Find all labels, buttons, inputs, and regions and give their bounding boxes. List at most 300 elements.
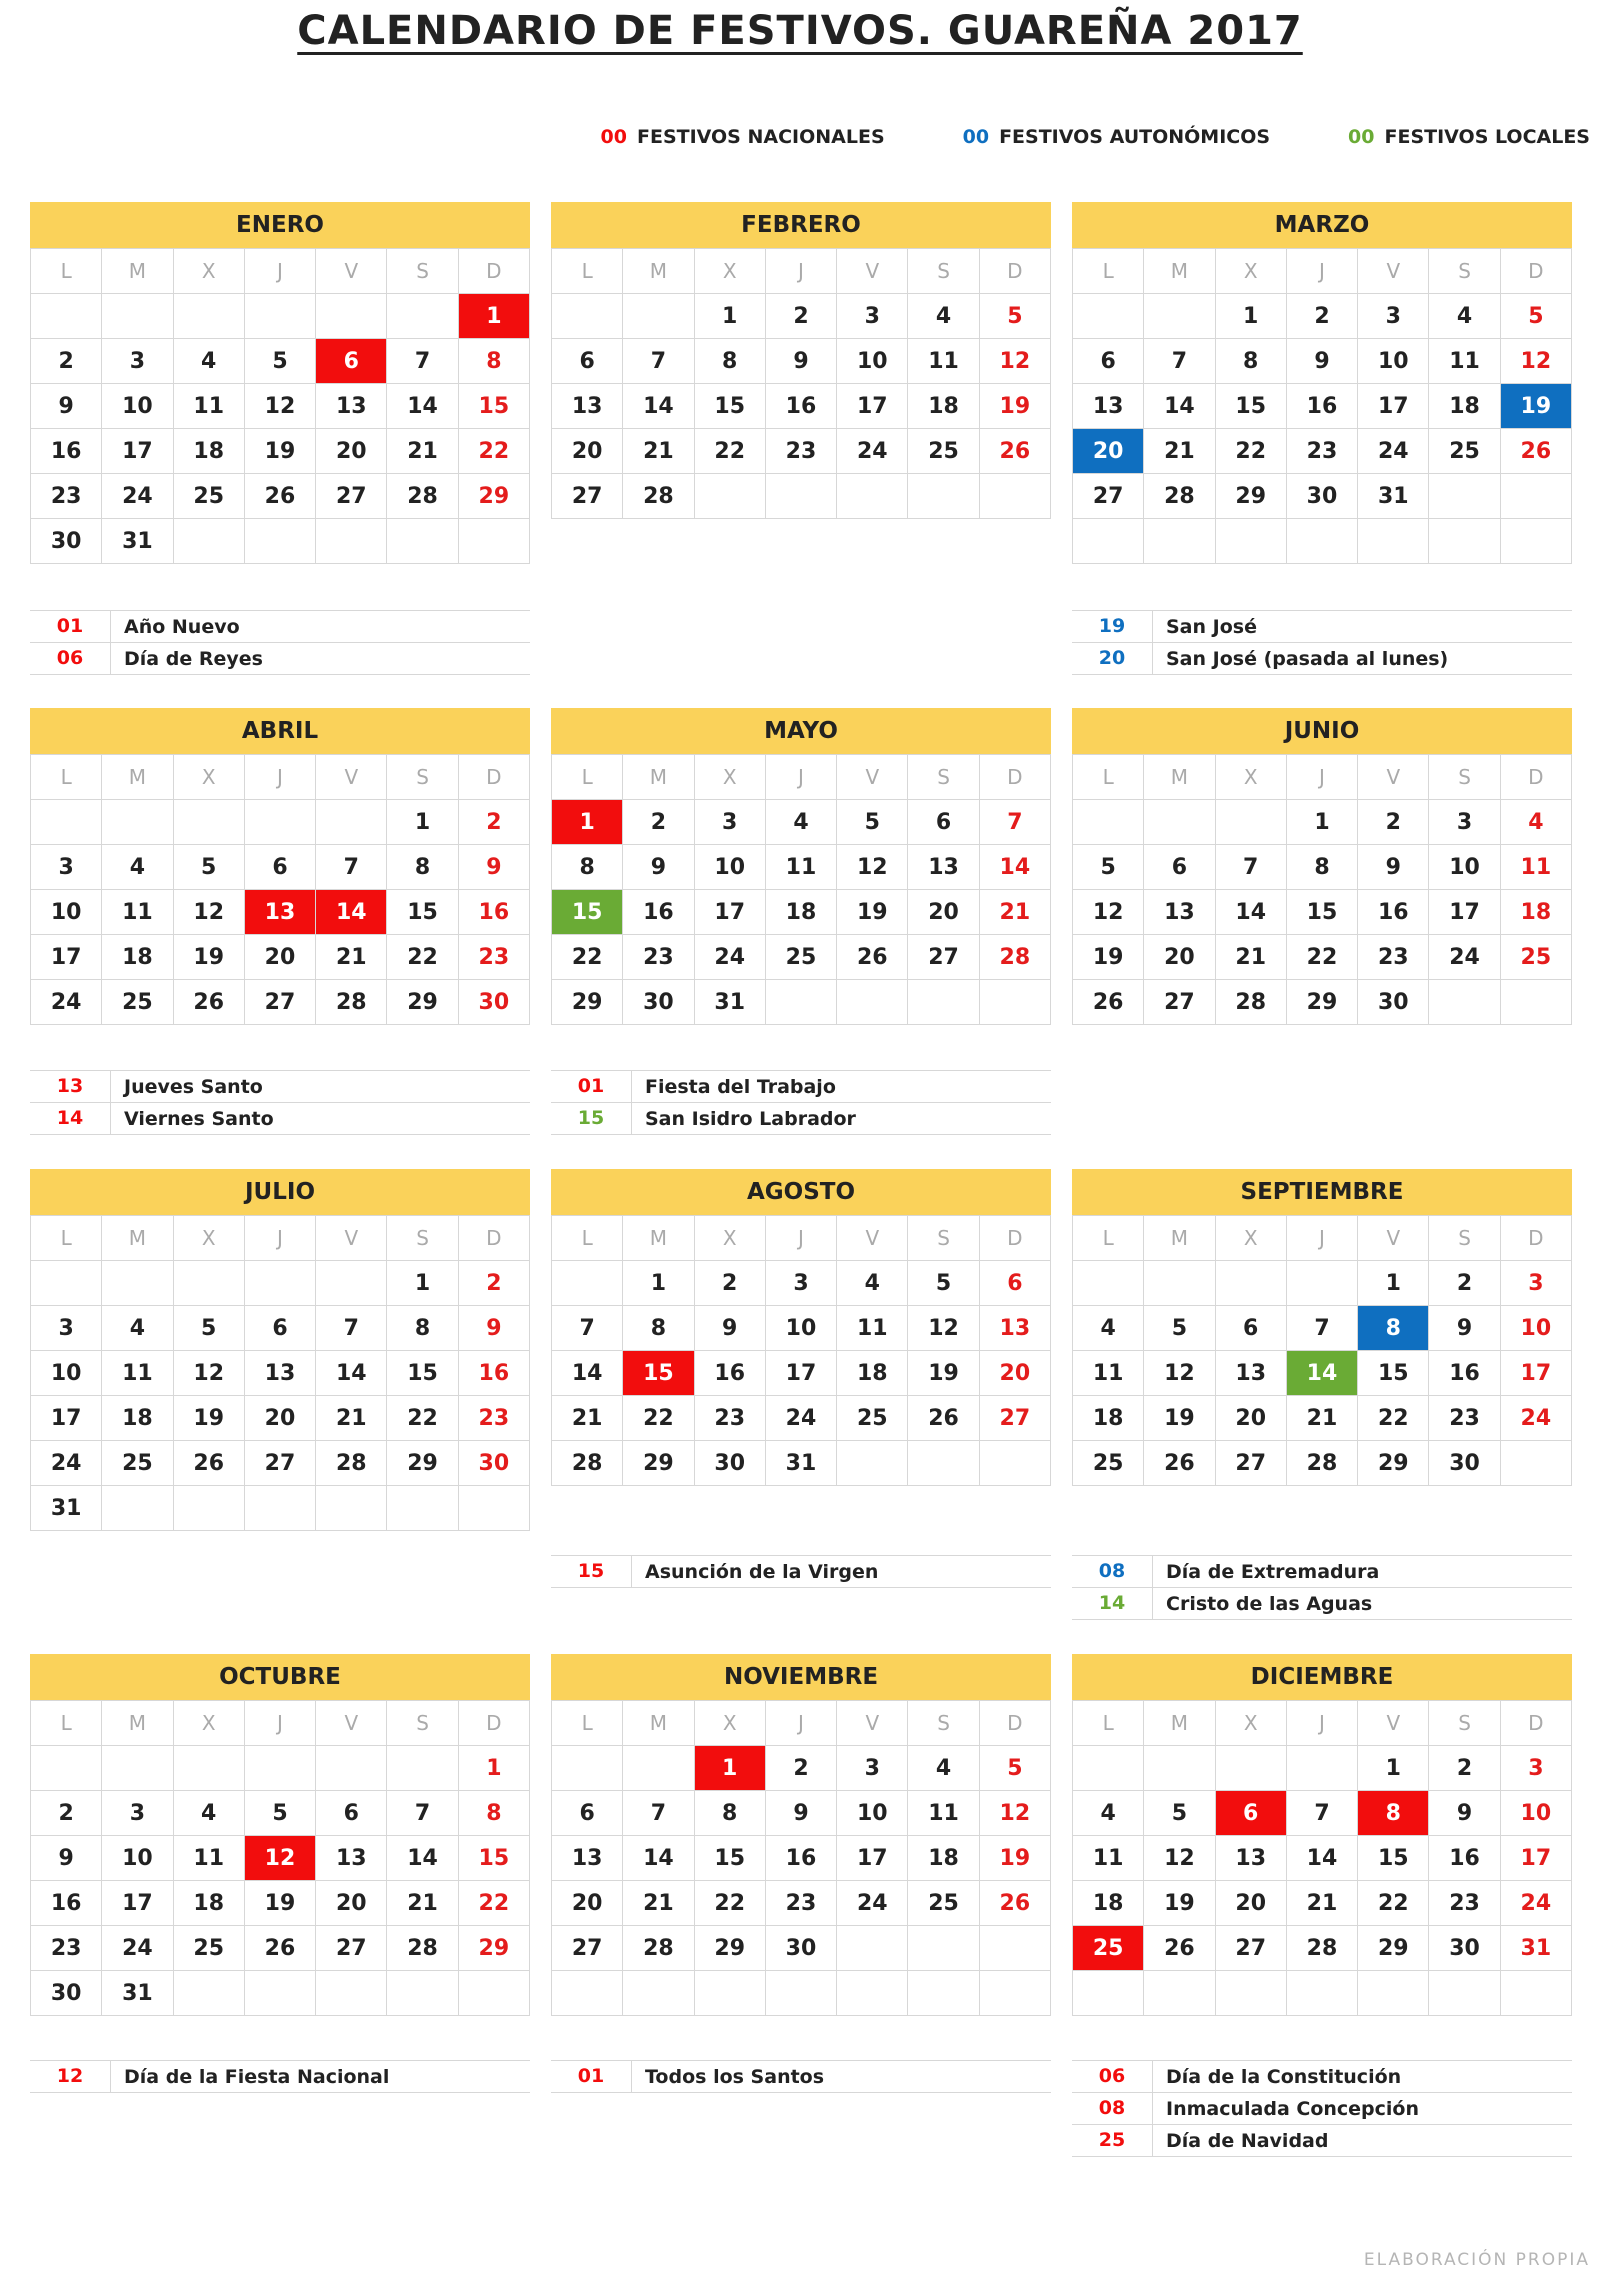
day-cell: 7	[1144, 339, 1215, 384]
weekday-header: J	[245, 249, 316, 294]
day-cell: 8	[695, 1791, 766, 1836]
day-cell: 11	[102, 1351, 173, 1396]
day-cell: 20	[908, 890, 979, 935]
day-cell: 5	[1073, 845, 1144, 890]
weekday-header: L	[552, 1216, 623, 1261]
weekday-header: L	[31, 1216, 102, 1261]
day-cell: 20	[1216, 1881, 1287, 1926]
day-cell: 20	[245, 1396, 316, 1441]
day-cell: 7	[980, 800, 1051, 845]
weekday-header: J	[245, 755, 316, 800]
day-cell: 25	[102, 980, 173, 1025]
legend-label: FESTIVOS AUTONÓMICOS	[999, 126, 1271, 148]
day-cell: 19	[1073, 935, 1144, 980]
weekday-header: V	[1358, 1216, 1429, 1261]
day-cell: 15	[387, 890, 458, 935]
day-cell: 1	[1287, 800, 1358, 845]
empty-cell	[1429, 980, 1500, 1025]
holiday-note-label: Año Nuevo	[124, 615, 240, 638]
day-cell: 30	[459, 980, 530, 1025]
day-cell: 30	[31, 519, 102, 564]
day-cell: 28	[1216, 980, 1287, 1025]
holiday-note-label: Inmaculada Concepción	[1166, 2097, 1420, 2120]
empty-cell	[552, 1261, 623, 1306]
day-cell: 22	[695, 429, 766, 474]
day-cell: 7	[623, 339, 694, 384]
day-cell: 12	[245, 384, 316, 429]
holiday-note-row	[1072, 2125, 1572, 2157]
holiday-day-cell: 1	[552, 800, 623, 845]
day-cell: 11	[1501, 845, 1572, 890]
day-cell: 24	[102, 1926, 173, 1971]
weekday-header: D	[1501, 249, 1572, 294]
empty-cell	[459, 1486, 530, 1531]
day-cell: 18	[766, 890, 837, 935]
weekday-header: V	[1358, 249, 1429, 294]
day-cell: 19	[837, 890, 908, 935]
empty-cell	[1501, 519, 1572, 564]
day-cell: 24	[102, 474, 173, 519]
day-cell: 25	[766, 935, 837, 980]
day-cell: 4	[1429, 294, 1500, 339]
day-cell: 19	[1144, 1881, 1215, 1926]
empty-cell	[31, 294, 102, 339]
day-cell: 11	[174, 384, 245, 429]
day-cell: 24	[1501, 1881, 1572, 1926]
weekday-header: V	[1358, 755, 1429, 800]
holiday-note-row	[551, 1070, 1051, 1103]
day-cell: 18	[102, 1396, 173, 1441]
holiday-note-label: Día de la Constitución	[1166, 2065, 1402, 2088]
day-cell: 15	[1358, 1836, 1429, 1881]
day-cell: 18	[174, 1881, 245, 1926]
empty-cell	[1073, 1261, 1144, 1306]
weekday-header: X	[695, 755, 766, 800]
holiday-note-day: 19	[1072, 611, 1153, 642]
day-cell: 26	[980, 1881, 1051, 1926]
month-title: FEBRERO	[551, 202, 1051, 248]
empty-cell	[316, 1971, 387, 2016]
weekday-header: D	[459, 249, 530, 294]
day-cell: 12	[980, 1791, 1051, 1836]
day-cell: 25	[1429, 429, 1500, 474]
day-cell: 16	[695, 1351, 766, 1396]
month-grid	[30, 1700, 530, 2016]
day-cell: 9	[766, 1791, 837, 1836]
empty-cell	[908, 980, 979, 1025]
legend-label: FESTIVOS NACIONALES	[636, 126, 885, 148]
day-cell: 30	[1287, 474, 1358, 519]
day-cell: 25	[102, 1441, 173, 1486]
day-cell: 30	[766, 1926, 837, 1971]
empty-cell	[766, 474, 837, 519]
day-cell: 28	[1287, 1441, 1358, 1486]
day-cell: 2	[1358, 800, 1429, 845]
day-cell: 27	[245, 1441, 316, 1486]
day-cell: 4	[174, 1791, 245, 1836]
month-title: MARZO	[1072, 202, 1572, 248]
empty-cell	[980, 980, 1051, 1025]
weekday-header: X	[695, 1701, 766, 1746]
month-julio	[30, 1169, 530, 1531]
footer-credit: ELABORACIÓN PROPIA	[1363, 2250, 1590, 2270]
empty-cell	[1144, 1746, 1215, 1791]
empty-cell	[766, 980, 837, 1025]
day-cell: 26	[245, 474, 316, 519]
day-cell: 11	[837, 1306, 908, 1351]
day-cell: 24	[766, 1396, 837, 1441]
weekday-header: V	[316, 1701, 387, 1746]
day-cell: 7	[387, 339, 458, 384]
weekday-header: D	[459, 755, 530, 800]
empty-cell	[980, 1971, 1051, 2016]
day-cell: 22	[1216, 429, 1287, 474]
holiday-note-day: 01	[30, 611, 111, 642]
day-cell: 24	[31, 980, 102, 1025]
weekday-header: S	[1429, 249, 1500, 294]
day-cell: 8	[695, 339, 766, 384]
day-cell: 9	[459, 1306, 530, 1351]
empty-cell	[387, 1486, 458, 1531]
day-cell: 20	[1216, 1396, 1287, 1441]
empty-cell	[980, 1926, 1051, 1971]
day-cell: 21	[387, 429, 458, 474]
day-cell: 29	[387, 980, 458, 1025]
day-cell: 29	[459, 474, 530, 519]
day-cell: 14	[552, 1351, 623, 1396]
day-cell: 19	[174, 935, 245, 980]
day-cell: 13	[245, 1351, 316, 1396]
empty-cell	[908, 1926, 979, 1971]
holiday-note-label: Todos los Santos	[645, 2065, 825, 2088]
day-cell: 5	[1144, 1791, 1215, 1836]
weekday-header: L	[552, 249, 623, 294]
holiday-note-row	[1072, 1588, 1572, 1620]
day-cell: 31	[695, 980, 766, 1025]
empty-cell	[1216, 1261, 1287, 1306]
day-cell: 17	[31, 935, 102, 980]
month-febrero	[551, 202, 1051, 519]
empty-cell	[1287, 1746, 1358, 1791]
day-cell: 18	[1073, 1881, 1144, 1926]
empty-cell	[1287, 1971, 1358, 2016]
empty-cell	[1501, 474, 1572, 519]
legend-item-local	[1348, 126, 1590, 148]
day-cell: 20	[552, 1881, 623, 1926]
holiday-notes	[551, 1070, 1051, 1135]
weekday-header: S	[908, 755, 979, 800]
day-cell: 10	[102, 384, 173, 429]
weekday-header: J	[766, 1701, 837, 1746]
empty-cell	[245, 519, 316, 564]
day-cell: 6	[552, 1791, 623, 1836]
empty-cell	[245, 1746, 316, 1791]
day-cell: 17	[102, 429, 173, 474]
day-cell: 19	[980, 1836, 1051, 1881]
weekday-header: D	[980, 1216, 1051, 1261]
day-cell: 10	[1501, 1306, 1572, 1351]
empty-cell	[766, 1971, 837, 2016]
day-cell: 22	[459, 1881, 530, 1926]
empty-cell	[459, 1971, 530, 2016]
empty-cell	[1501, 1971, 1572, 2016]
holiday-note-row	[551, 2060, 1051, 2093]
day-cell: 10	[102, 1836, 173, 1881]
day-cell: 1	[1358, 1746, 1429, 1791]
day-cell: 18	[908, 1836, 979, 1881]
weekday-header: M	[1144, 249, 1215, 294]
day-cell: 17	[102, 1881, 173, 1926]
day-cell: 10	[1501, 1791, 1572, 1836]
month-grid	[551, 754, 1051, 1025]
day-cell: 1	[1216, 294, 1287, 339]
weekday-header: J	[1287, 755, 1358, 800]
day-cell: 10	[1358, 339, 1429, 384]
empty-cell	[316, 800, 387, 845]
holiday-day-cell: 1	[695, 1746, 766, 1791]
day-cell: 16	[31, 429, 102, 474]
day-cell: 7	[316, 1306, 387, 1351]
day-cell: 24	[1429, 935, 1500, 980]
day-cell: 1	[1358, 1261, 1429, 1306]
empty-cell	[102, 294, 173, 339]
day-cell: 6	[980, 1261, 1051, 1306]
day-cell: 9	[623, 845, 694, 890]
holiday-note-row	[30, 1070, 530, 1103]
day-cell: 5	[174, 1306, 245, 1351]
empty-cell	[552, 1746, 623, 1791]
day-cell: 29	[1358, 1441, 1429, 1486]
day-cell: 4	[766, 800, 837, 845]
month-junio	[1072, 708, 1572, 1025]
empty-cell	[1287, 1261, 1358, 1306]
weekday-header: L	[31, 1701, 102, 1746]
day-cell: 30	[695, 1441, 766, 1486]
weekday-header: S	[908, 249, 979, 294]
day-cell: 9	[1429, 1791, 1500, 1836]
month-title: JUNIO	[1072, 708, 1572, 754]
holiday-note-label: Día de Extremadura	[1166, 1560, 1380, 1583]
day-cell: 6	[316, 1791, 387, 1836]
empty-cell	[1501, 980, 1572, 1025]
holiday-note-day: 08	[1072, 1556, 1153, 1587]
holiday-note-label: Jueves Santo	[124, 1075, 263, 1098]
legend-item-nacional	[601, 126, 885, 148]
day-cell: 28	[387, 1926, 458, 1971]
month-title: DICIEMBRE	[1072, 1654, 1572, 1700]
holiday-day-cell: 25	[1073, 1926, 1144, 1971]
month-title: ABRIL	[30, 708, 530, 754]
empty-cell	[1144, 800, 1215, 845]
weekday-header: D	[459, 1216, 530, 1261]
empty-cell	[1144, 1971, 1215, 2016]
day-cell: 23	[31, 1926, 102, 1971]
weekday-header: V	[837, 1701, 908, 1746]
day-cell: 14	[316, 1351, 387, 1396]
day-cell: 20	[552, 429, 623, 474]
holiday-notes	[30, 610, 530, 675]
day-cell: 19	[980, 384, 1051, 429]
day-cell: 4	[1073, 1791, 1144, 1836]
day-cell: 22	[1358, 1396, 1429, 1441]
empty-cell	[102, 1746, 173, 1791]
month-agosto	[551, 1169, 1051, 1486]
day-cell: 30	[1429, 1441, 1500, 1486]
day-cell: 28	[980, 935, 1051, 980]
day-cell: 3	[1358, 294, 1429, 339]
month-diciembre	[1072, 1654, 1572, 2016]
day-cell: 16	[1429, 1836, 1500, 1881]
day-cell: 7	[1216, 845, 1287, 890]
empty-cell	[1216, 519, 1287, 564]
day-cell: 2	[1429, 1746, 1500, 1791]
legend-label: FESTIVOS LOCALES	[1384, 126, 1590, 148]
holiday-note-day: 01	[551, 1071, 632, 1102]
day-cell: 20	[245, 935, 316, 980]
weekday-header: X	[1216, 755, 1287, 800]
empty-cell	[174, 519, 245, 564]
day-cell: 6	[1073, 339, 1144, 384]
day-cell: 27	[316, 1926, 387, 1971]
day-cell: 27	[1216, 1926, 1287, 1971]
day-cell: 21	[623, 1881, 694, 1926]
day-cell: 21	[316, 1396, 387, 1441]
day-cell: 13	[316, 384, 387, 429]
day-cell: 16	[459, 890, 530, 935]
day-cell: 12	[1144, 1836, 1215, 1881]
day-cell: 12	[980, 339, 1051, 384]
day-cell: 26	[1073, 980, 1144, 1025]
day-cell: 24	[1501, 1396, 1572, 1441]
empty-cell	[1429, 519, 1500, 564]
day-cell: 26	[980, 429, 1051, 474]
weekday-header: S	[908, 1216, 979, 1261]
day-cell: 13	[1216, 1351, 1287, 1396]
day-cell: 8	[1287, 845, 1358, 890]
day-cell: 17	[695, 890, 766, 935]
weekday-header: D	[980, 249, 1051, 294]
empty-cell	[316, 1746, 387, 1791]
day-cell: 14	[1144, 384, 1215, 429]
day-cell: 29	[552, 980, 623, 1025]
day-cell: 22	[552, 935, 623, 980]
day-cell: 2	[766, 294, 837, 339]
empty-cell	[1144, 294, 1215, 339]
day-cell: 3	[1501, 1261, 1572, 1306]
empty-cell	[552, 294, 623, 339]
day-cell: 15	[387, 1351, 458, 1396]
month-grid	[30, 248, 530, 564]
page-title: CALENDARIO DE FESTIVOS. GUAREÑA 2017	[297, 8, 1303, 54]
weekday-header: J	[766, 1216, 837, 1261]
holiday-note-day: 15	[551, 1556, 632, 1587]
day-cell: 26	[837, 935, 908, 980]
month-grid	[30, 1215, 530, 1531]
day-cell: 8	[459, 1791, 530, 1836]
day-cell: 27	[1144, 980, 1215, 1025]
day-cell: 23	[1429, 1881, 1500, 1926]
day-cell: 9	[1358, 845, 1429, 890]
holiday-day-cell: 15	[552, 890, 623, 935]
day-cell: 3	[102, 1791, 173, 1836]
day-cell: 8	[552, 845, 623, 890]
month-title: NOVIEMBRE	[551, 1654, 1051, 1700]
holiday-note-row	[1072, 2093, 1572, 2125]
day-cell: 22	[459, 429, 530, 474]
day-cell: 29	[1358, 1926, 1429, 1971]
empty-cell	[31, 1746, 102, 1791]
day-cell: 29	[695, 1926, 766, 1971]
day-cell: 12	[1501, 339, 1572, 384]
empty-cell	[837, 474, 908, 519]
holiday-day-cell: 15	[623, 1351, 694, 1396]
day-cell: 4	[174, 339, 245, 384]
holiday-note-day: 13	[30, 1071, 111, 1102]
day-cell: 29	[387, 1441, 458, 1486]
empty-cell	[387, 519, 458, 564]
day-cell: 18	[1429, 384, 1500, 429]
day-cell: 22	[1287, 935, 1358, 980]
day-cell: 4	[1501, 800, 1572, 845]
weekday-header: S	[387, 1701, 458, 1746]
day-cell: 1	[459, 1746, 530, 1791]
holiday-note-row	[1072, 1555, 1572, 1588]
day-cell: 9	[31, 384, 102, 429]
empty-cell	[908, 1441, 979, 1486]
weekday-header: V	[316, 249, 387, 294]
day-cell: 26	[1144, 1441, 1215, 1486]
holiday-notes	[1072, 2060, 1572, 2157]
holiday-note-day: 06	[30, 643, 111, 674]
day-cell: 28	[623, 474, 694, 519]
day-cell: 30	[1429, 1926, 1500, 1971]
day-cell: 3	[31, 1306, 102, 1351]
empty-cell	[1358, 1971, 1429, 2016]
day-cell: 2	[459, 1261, 530, 1306]
day-cell: 15	[695, 384, 766, 429]
empty-cell	[245, 1261, 316, 1306]
month-septiembre	[1072, 1169, 1572, 1486]
empty-cell	[1073, 1746, 1144, 1791]
day-cell: 2	[1287, 294, 1358, 339]
day-cell: 31	[31, 1486, 102, 1531]
empty-cell	[174, 800, 245, 845]
empty-cell	[1501, 1441, 1572, 1486]
holiday-notes	[551, 1555, 1051, 1588]
weekday-header: S	[387, 755, 458, 800]
day-cell: 3	[31, 845, 102, 890]
day-cell: 9	[1287, 339, 1358, 384]
day-cell: 2	[766, 1746, 837, 1791]
weekday-header: L	[1073, 755, 1144, 800]
day-cell: 6	[908, 800, 979, 845]
weekday-header: S	[908, 1701, 979, 1746]
weekday-header: M	[623, 1216, 694, 1261]
weekday-header: M	[102, 755, 173, 800]
holiday-note-row	[30, 2060, 530, 2093]
empty-cell	[174, 294, 245, 339]
day-cell: 15	[1216, 384, 1287, 429]
day-cell: 8	[387, 1306, 458, 1351]
day-cell: 14	[387, 384, 458, 429]
day-cell: 3	[837, 294, 908, 339]
weekday-header: J	[1287, 249, 1358, 294]
day-cell: 14	[623, 1836, 694, 1881]
day-cell: 3	[1429, 800, 1500, 845]
weekday-header: V	[316, 755, 387, 800]
day-cell: 2	[31, 1791, 102, 1836]
weekday-header: D	[1501, 755, 1572, 800]
